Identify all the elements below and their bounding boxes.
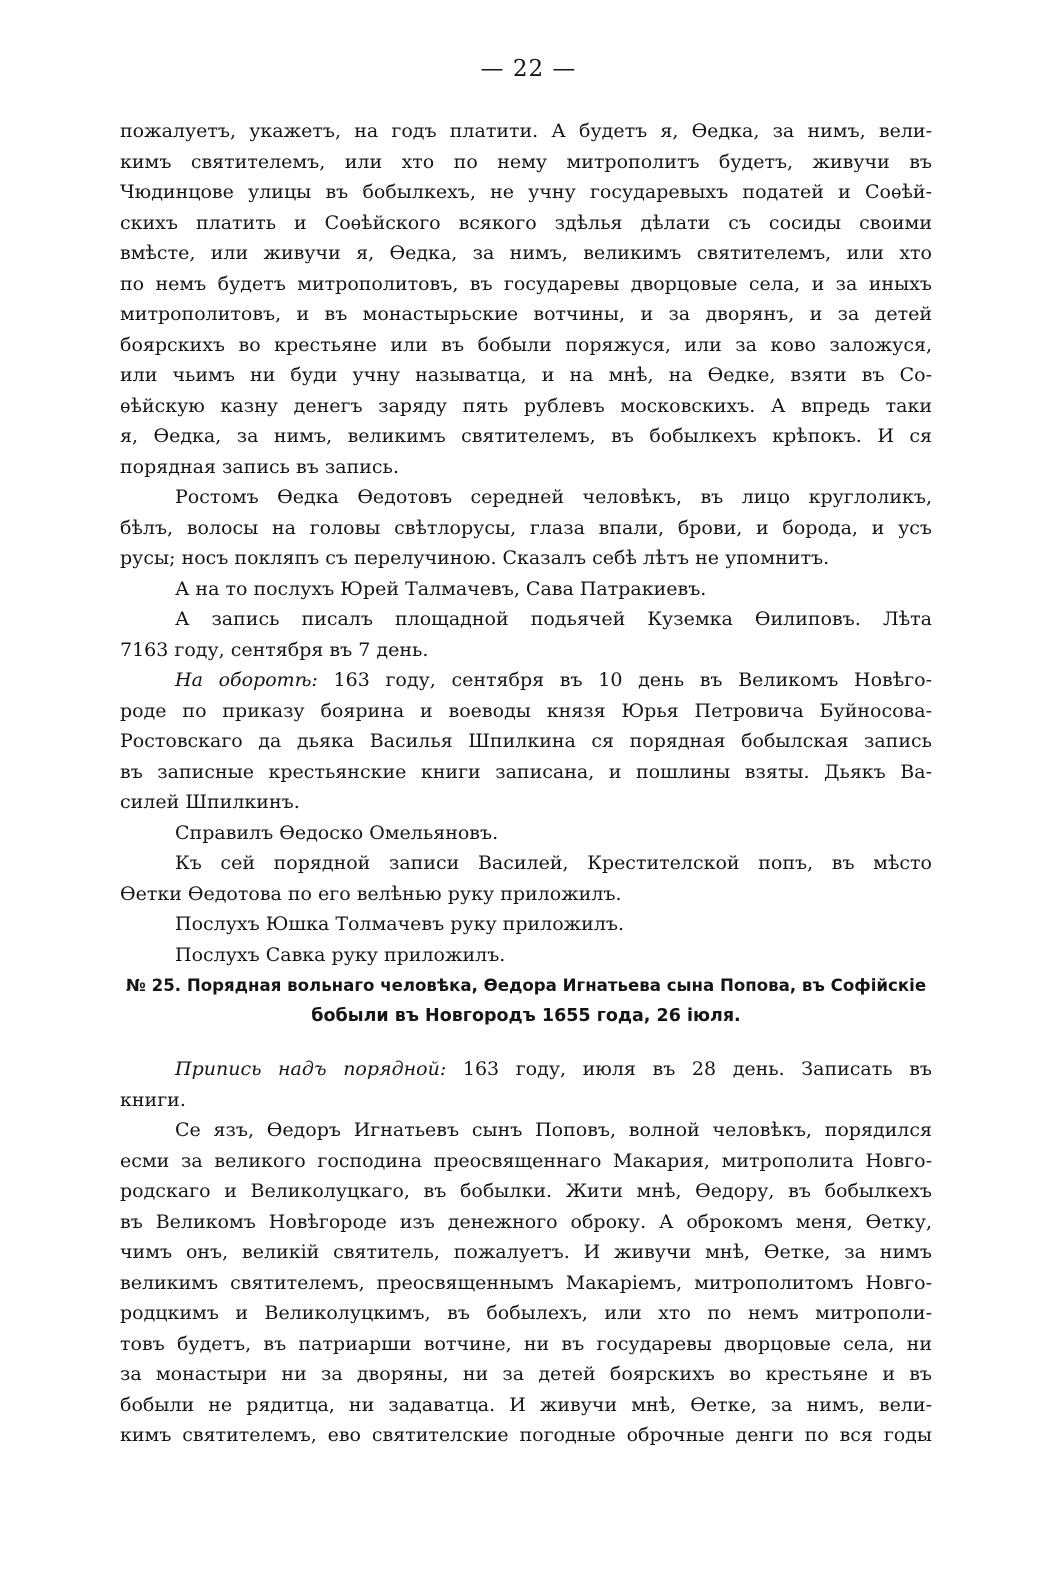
line-text: силей Шпилкинъ. [120,791,300,813]
heading-line: бобыли въ Новгородъ 1655 года, 26 іюля. [311,1006,741,1026]
text-line [120,726,932,757]
line-text: роде по приказу боярина и воеводы князя Юрья Петровича Буйносова- [120,699,932,722]
text-line [120,1390,932,1421]
line-text: пожалуетъ, укажетъ, на годъ платити. А будетъ я, Ѳедка, за нимъ, вели- [120,120,932,142]
text-line [120,1207,932,1238]
line-text: за монастыри ни за дворяны, ни за детей боярскихъ во крестьяне и въ [120,1363,932,1385]
text-line [120,238,932,269]
line-text: бобыли не рядитца, ни задаватца. И живучи мнѣ, Ѳетке, за нимъ, вели- [120,1393,932,1416]
text-line [120,299,932,330]
text-line [120,452,932,483]
text-line [120,513,932,544]
line-text: бѣлъ, волосы на головы свѣтлорусы, глаза впали, брови, и борода, и усъ [120,516,932,539]
text-line [120,757,932,788]
text-line [120,116,932,147]
line-text: родцкимъ и Великолуцкимъ, въ бобылехъ, или хто по немъ митрополи- [120,1302,932,1324]
text-line [120,543,932,574]
line-text: чимъ онъ, великій святитель, пожалуетъ. И живучи мнѣ, Ѳетке, за нимъ [120,1241,932,1263]
text-line [120,909,932,940]
line-text: вмѣсте, или живучи я, Ѳедка, за нимъ, великимъ святителемъ, или хто [120,242,932,264]
text-line [120,1420,932,1451]
text-line [120,1146,932,1177]
text-line [120,1298,932,1329]
line-text: Се язъ, Ѳедоръ Игнатьевъ сынъ Поповъ, волной человѣкъ, порядился [175,1119,932,1141]
line-text: А запись писалъ площадной подьячей Куземка Ѳилиповъ. Лѣта [175,608,932,630]
text-line [120,574,932,605]
line-text: порядная запись въ запись. [120,455,399,478]
line-text: 163 году, июля въ 28 день. Записать въ [446,1058,932,1080]
text-line [120,177,932,208]
text-line [120,391,932,422]
text-line [120,848,932,879]
italic-lead: Припись надъ порядной: [175,1058,447,1080]
line-text: есми за великого господина преосвященнаго Макария, митрополита Новго- [120,1149,932,1172]
text-line [120,1329,932,1360]
line-text: Чюдинцове улицы въ бобылкехъ, не учну государевыхъ податей и Соѳѣй- [120,181,932,203]
text-line [120,1054,932,1085]
text-line [120,879,932,910]
text-line [120,665,932,696]
text-line [120,604,932,635]
line-text: Послухъ Савка руку приложилъ. [175,943,506,966]
line-text: кимъ святителемъ, или хто по нему митрополитъ будетъ, живучи въ [120,150,932,173]
text-line [120,208,932,239]
line-text: Послухъ Юшка Толмачевъ руку приложилъ. [175,913,625,935]
line-text: или чьимъ ни буди учну называтца, и на мнѣ, на Ѳедке, взяти въ Со- [120,364,932,386]
text-line [120,330,932,361]
line-text: А на то послухъ Юрей Талмачевъ, Сава Патракиевъ. [175,577,707,600]
line-text: скихъ платить и Соѳѣйского всякого здѣлья дѣлати съ сосиды своими [120,211,932,234]
page-number: — 22 — [480,56,577,82]
text-line [120,269,932,300]
text-line [120,360,932,391]
line-text: боярскихъ во крестьяне или въ бобыли поряжуся, или за ково заложуся, [120,333,932,356]
line-text: въ записные крестьянские книги записана, и пошлины взяты. Дьякъ Ва- [120,760,932,783]
text-block-bottom [120,1054,932,1451]
text-block-top [120,116,932,970]
line-text: въ Великомъ Новѣгороде изъ денежного оброку. А оброкомъ меня, Ѳетку, [120,1210,932,1233]
text-line [120,1237,932,1268]
text-line [120,940,932,971]
italic-lead: На оборотѣ: [175,669,318,691]
heading-line: № 25. Порядная вольнаго человѣка, Ѳедора Игнатьева сына Попова, въ Софійскіе [125,976,927,995]
line-text: митрополитовъ, и въ монастырьские вотчины, и за дворянъ, и за детей [120,303,932,325]
text-line [120,1359,932,1390]
line-text: 163 году, сентября въ 10 день въ Великомъ Новѣго- [317,669,932,691]
document-heading [120,970,932,1032]
text-line [120,147,932,178]
line-text: родскаго и Великолуцкаго, въ бобылки. Жити мнѣ, Ѳедору, въ бобылкехъ [120,1180,932,1202]
text-line [120,818,932,849]
line-text: Ростомъ Ѳедка Ѳедотовъ середней человѣкъ, въ лицо круглоликъ, [175,486,932,508]
text-line [120,421,932,452]
text-line [120,1115,932,1146]
text-line [120,635,932,666]
line-text: русы; носъ покляпъ съ перелучиною. Сказалъ себѣ лѣтъ не упомнитъ. [120,547,830,569]
line-text: ѳѣйскую казну денегъ заряду пять рублевъ московскихъ. А впредь таки [120,394,932,417]
line-text: кимъ святителемъ, ево святителские погодные оброчные денги по вся годы [120,1424,932,1446]
line-text: великимъ святителемъ, преосвященнымъ Макаріемъ, митрополитомъ Новго- [120,1271,932,1294]
text-line [120,787,932,818]
line-text: 7163 году, сентября въ 7 день. [120,638,429,661]
line-text: Справилъ Ѳедоско Омельяновъ. [175,821,499,844]
line-text: товъ будетъ, въ патриарши вотчине, ни въ государевы дворцовые села, ни [120,1332,932,1355]
line-text: по немъ будетъ митрополитовъ, въ государевы дворцовые села, и за иныхъ [120,272,932,295]
line-text: Къ сей порядной записи Василей, Крестителской попъ, въ мѣсто [175,852,932,874]
text-line [120,1176,932,1207]
text-line [120,1085,932,1116]
text-line [120,482,932,513]
line-text: Ростовскаго да дьяка Василья Шпилкина ся порядная бобылская запись [120,730,932,752]
line-text: Ѳетки Ѳедотова по его велѣнью руку приложилъ. [120,882,622,905]
line-text: я, Ѳедка, за нимъ, великимъ святителемъ, въ бобылкехъ крѣпокъ. И ся [120,425,932,447]
line-text: книги. [120,1088,186,1111]
text-line [120,1268,932,1299]
text-line [120,696,932,727]
